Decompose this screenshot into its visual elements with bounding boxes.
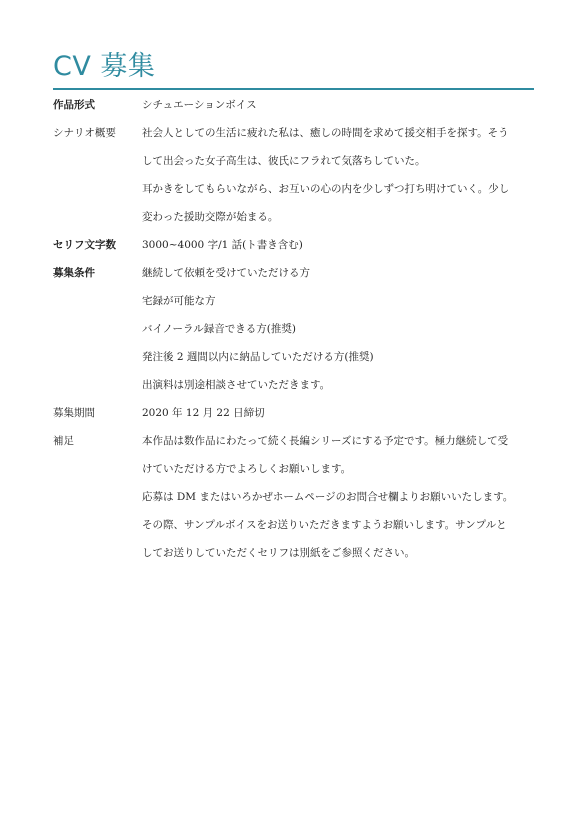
content-line: 3000~4000 字/1 話(ト書き含む) bbox=[142, 239, 303, 251]
row-label: シナリオ概要 bbox=[53, 127, 116, 139]
content-line: してお送りしていただくセリフは別紙をご参照ください。 bbox=[142, 547, 415, 559]
row-content bbox=[142, 259, 534, 399]
row-label: 補足 bbox=[53, 435, 74, 447]
row-content bbox=[142, 231, 534, 259]
row-label: 作品形式 bbox=[53, 99, 95, 111]
row-content bbox=[142, 119, 534, 231]
content-line: 変わった援助交際が始まる。 bbox=[142, 211, 279, 223]
row-content bbox=[142, 399, 534, 427]
row-content bbox=[142, 91, 534, 119]
content-line: 応募は DM またはいろかぜホームページのお問合せ欄よりお願いいたします。 bbox=[142, 491, 514, 503]
content-line: 社会人としての生活に疲れた私は、癒しの時間を求めて援交相手を探す。そう bbox=[142, 127, 509, 139]
content-line: けていただける方でよろしくお願いします。 bbox=[142, 463, 352, 475]
row-content bbox=[142, 427, 534, 567]
row-label: 募集条件 bbox=[53, 267, 95, 279]
content-line: 出演料は別途相談させていただきます。 bbox=[142, 379, 331, 391]
content-line: 発注後 2 週間以内に納品していただける方(推奨) bbox=[142, 351, 374, 363]
content-line: シチュエーションボイス bbox=[142, 99, 257, 111]
content-line: バイノーラル録音できる方(推奨) bbox=[142, 323, 296, 335]
row-label: 募集期間 bbox=[53, 407, 95, 419]
title-underline bbox=[53, 88, 534, 90]
content-line: 宅録が可能な方 bbox=[142, 295, 216, 307]
content-line: 継続して依頼を受けていただける方 bbox=[142, 267, 310, 279]
content-line: 耳かきをしてもらいながら、お互いの心の内を少しずつ打ち明けていく。少し bbox=[142, 183, 510, 195]
content-line: 2020 年 12 月 22 日締切 bbox=[142, 407, 265, 419]
content-line: 本作品は数作品にわたって続く長編シリーズにする予定です。極力継続して受 bbox=[142, 435, 509, 447]
content-line: して出会った女子高生は、彼氏にフラれて気落ちしていた。 bbox=[142, 155, 426, 167]
content-line: その際、サンプルボイスをお送りいただきますようお願いします。サンプルと bbox=[142, 519, 507, 531]
page-title: CV 募集 bbox=[53, 51, 156, 82]
row-label: セリフ文字数 bbox=[53, 239, 116, 251]
